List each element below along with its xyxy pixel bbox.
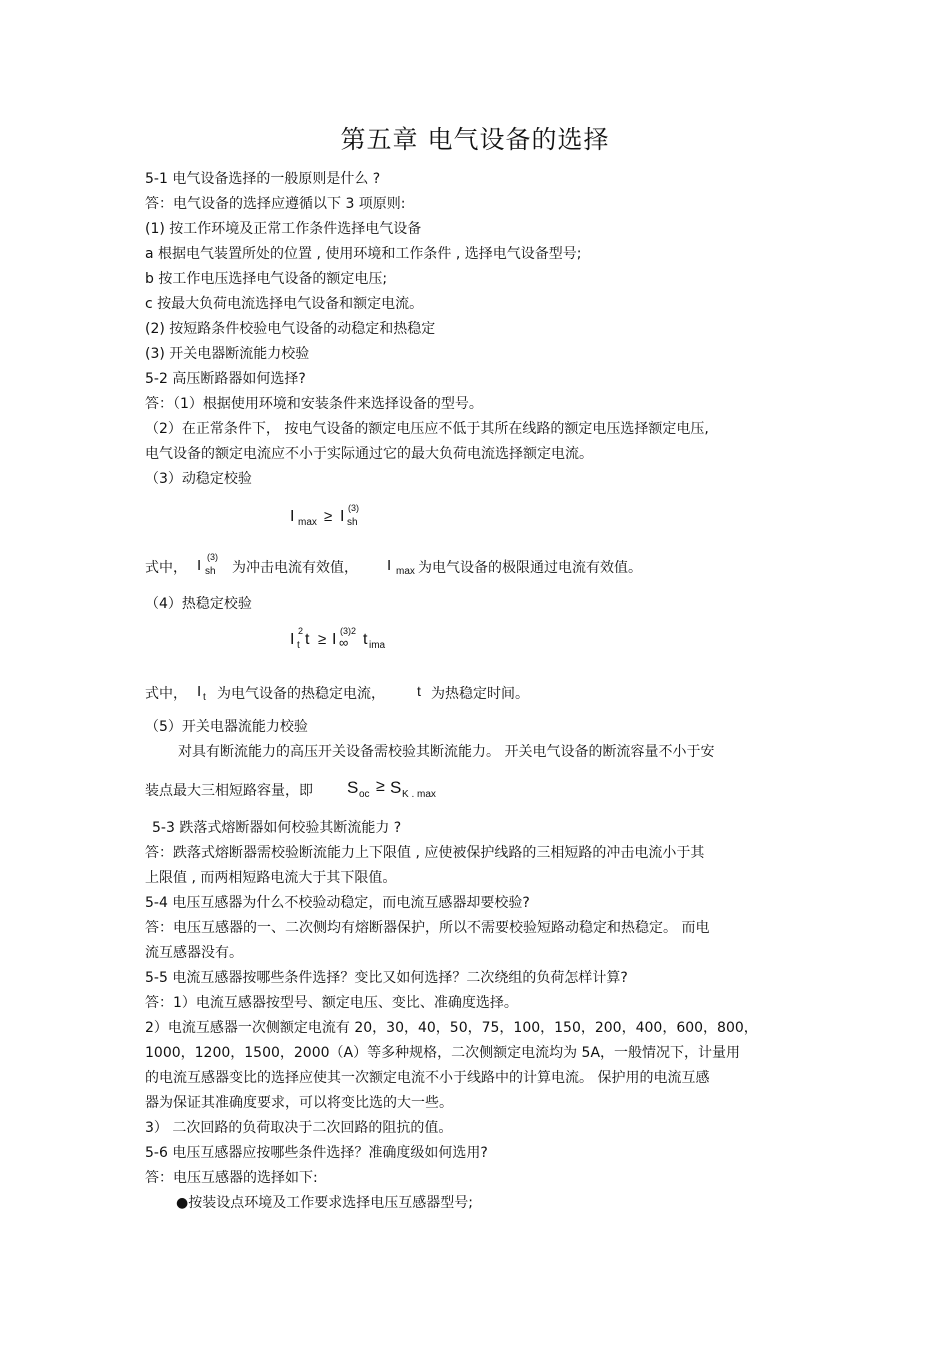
note-text: 为冲击电流有效值， xyxy=(232,560,358,576)
formula-symbol: t xyxy=(417,683,421,699)
answer-line: a 根据电气装置所处的位置 , 使用环境和工作条件 , 选择电气设备型号; xyxy=(145,246,582,262)
question-5-4: 5-4 电压互感器为什么不校验动稳定，而电流互感器却要校验? xyxy=(145,895,530,911)
answer-line: 对具有断流能力的高压开关设备需校验其断流能力。 开关电气设备的断流容量不小于安 xyxy=(178,744,715,760)
answer-line: b 按工作电压选择电气设备的额定电压; xyxy=(145,271,388,287)
formula-symbol: I xyxy=(290,631,295,648)
note-text: 为电气设备的极限通过电流有效值。 xyxy=(418,560,642,576)
formula-symbol: t xyxy=(305,631,310,648)
answer-line: （3）动稳定校验 xyxy=(145,471,252,487)
formula-symbol: S xyxy=(347,778,359,797)
formula-symbol: I xyxy=(197,683,202,700)
answer-line: 流互感器没有。 xyxy=(145,945,243,961)
answer-line: 答：跌落式熔断器需校验断流能力上下限值 , 应使被保护线路的三相短路的冲击电流小于其 xyxy=(145,845,705,861)
answer-line: 器为保证其准确度要求，可以将变比选的大一些。 xyxy=(145,1095,453,1111)
note-text: 式中， xyxy=(145,686,187,702)
formula-thermal-stability xyxy=(290,628,400,658)
question-5-1: 5-1 电气设备选择的一般原则是什么 ? xyxy=(145,171,381,187)
formula-subscript: max xyxy=(298,517,317,528)
chapter-title: 第五章 电气设备的选择 xyxy=(340,125,610,154)
formula-symbol: S xyxy=(390,778,402,797)
formula-subscript: ∞ xyxy=(339,635,349,650)
answer-line: 答：电气设备的选择应遵循以下 3 项原则: xyxy=(145,196,406,212)
answer-line: 的电流互感器变比的选择应使其一次额定电流不小于线路中的计算电流。 保护用的电流互感 xyxy=(145,1070,710,1086)
formula-superscript: (3) xyxy=(348,503,359,513)
note-text: 式中， xyxy=(145,560,187,576)
answer-line: 2）电流互感器一次侧额定电流有 20，30，40，50，75，100，150，200，400，600，800， xyxy=(145,1020,758,1036)
question-5-2: 5-2 高压断路器如何选择? xyxy=(145,371,306,387)
answer-line: 答：电压互感器的选择如下: xyxy=(145,1170,318,1186)
formula-subscript: sh xyxy=(347,517,358,528)
note-text: 为电气设备的热稳定电流， xyxy=(217,686,385,702)
answer-line: 1000，1200，1500，2000（A）等多种规格，二次侧额定电流均为 5A，一般情况下，计量用 xyxy=(145,1045,741,1061)
formula-subscript: t xyxy=(297,640,300,651)
formula-operator: ≥ xyxy=(376,778,385,795)
formula-symbol: t xyxy=(363,631,368,648)
answer-line: (1) 按工作环境及正常工作条件选择电气设备 xyxy=(145,221,422,237)
formula-subscript: oc xyxy=(359,789,370,800)
answer-line: （5）开关电器流能力校验 xyxy=(145,719,308,735)
answer-line: 答：1）电流互感器按型号、额定电压、变比、准确度选择。 xyxy=(145,995,518,1011)
answer-line: 答：电压互感器的一、二次侧均有熔断器保护，所以不需要校验短路动稳定和热稳定。 而电 xyxy=(145,920,710,936)
answer-line: 上限值 , 而两相短路电流大于其下限值。 xyxy=(145,870,397,886)
formula-symbol: I xyxy=(197,557,202,574)
note-text: 为热稳定时间。 xyxy=(431,686,529,702)
note-text: 装点最大三相短路容量，即 xyxy=(145,783,313,799)
formula-superscript: (3) xyxy=(207,552,218,562)
formula-operator: ≥ xyxy=(324,508,333,525)
formula-note-2 xyxy=(145,681,565,707)
formula-subscript: ima xyxy=(369,640,386,651)
answer-line: 3） 二次回路的负荷取决于二次回路的阻抗的值。 xyxy=(145,1120,453,1136)
formula-superscript: 2 xyxy=(298,626,304,636)
answer-line: （2）在正常条件下， 按电气设备的额定电压应不低于其所在线路的额定电压选择额定电压, xyxy=(145,421,709,437)
formula-subscript: sh xyxy=(205,566,216,577)
formula-subscript: max xyxy=(396,566,415,577)
answer-line: （4）热稳定校验 xyxy=(145,596,252,612)
formula-symbol: I xyxy=(332,631,337,648)
question-5-6: 5-6 电压互感器应按哪些条件选择？准确度级如何选用? xyxy=(145,1145,488,1161)
answer-line: 电气设备的额定电流应不小于实际通过它的最大负荷电流选择额定电流。 xyxy=(145,446,593,462)
formula-symbol: I xyxy=(340,508,345,525)
formula-subscript: K . max xyxy=(402,789,436,800)
formula-symbol: I xyxy=(387,557,392,574)
formula-operator: ≥ xyxy=(318,631,327,648)
question-5-3: 5-3 跌落式熔断器如何校验其断流能力 ? xyxy=(152,820,402,836)
formula-dynamic-stability xyxy=(290,505,380,535)
answer-line: c 按最大负荷电流选择电气设备和额定电流。 xyxy=(145,296,424,312)
formula-superscript: (3)2 xyxy=(340,626,357,636)
question-5-5: 5-5 电流互感器按哪些条件选择？变比又如何选择？二次绕组的负荷怎样计算? xyxy=(145,970,628,986)
formula-symbol: I xyxy=(290,508,295,525)
answer-line: (3) 开关电器断流能力校验 xyxy=(145,346,310,362)
formula-subscript: t xyxy=(203,692,206,703)
answer-line: (2) 按短路条件校验电气设备的动稳定和热稳定 xyxy=(145,321,436,337)
bullet-item: ●按装设点环境及工作要求选择电压互感器型号; xyxy=(176,1195,473,1211)
breaking-capacity-formula xyxy=(145,777,465,805)
formula-note-1 xyxy=(145,552,705,581)
answer-line: 答：（1）根据使用环境和安装条件来选择设备的型号。 xyxy=(145,396,483,412)
